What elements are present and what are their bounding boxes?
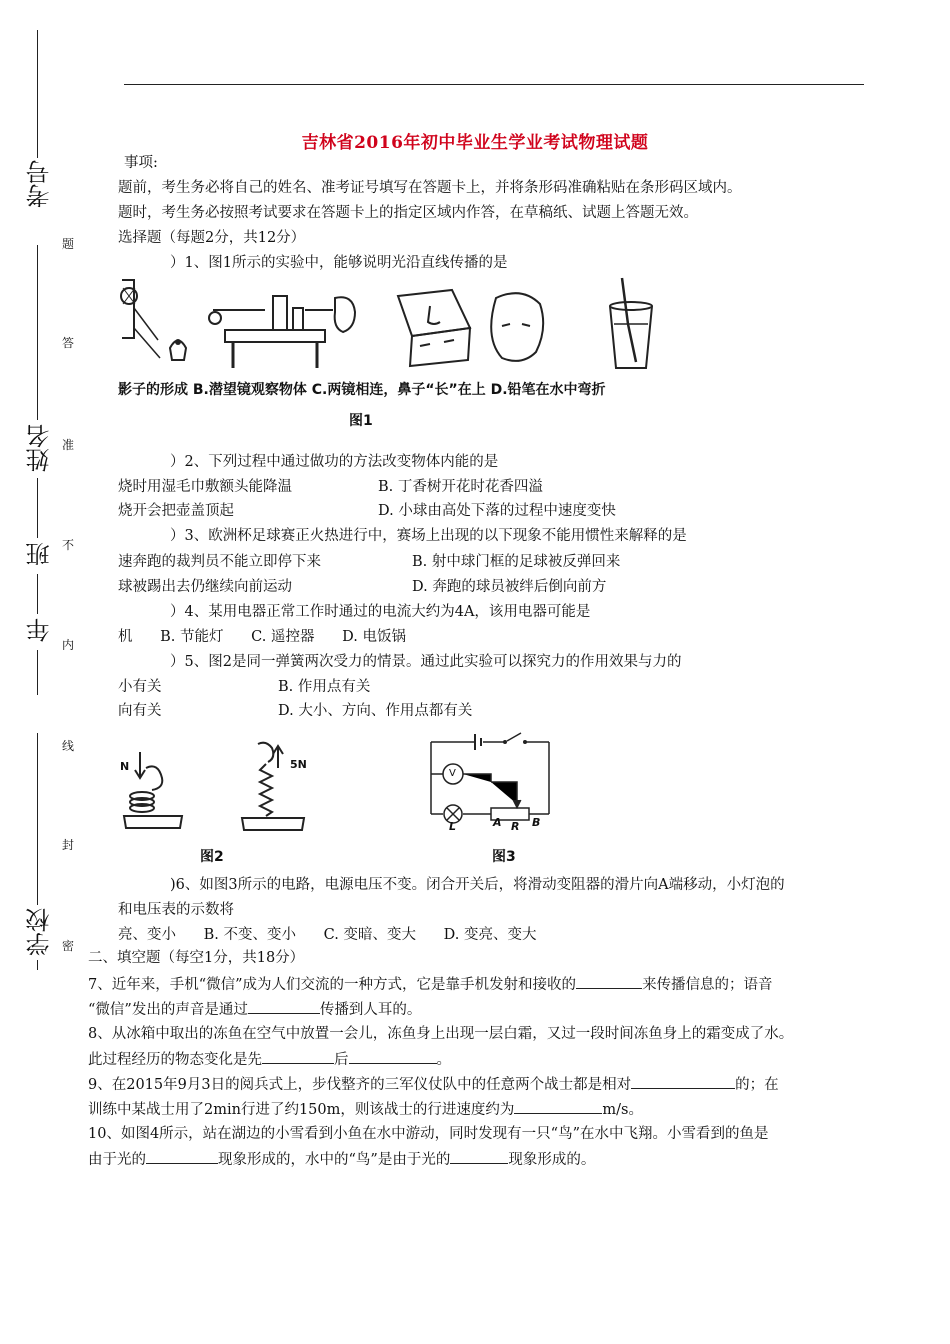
q7-text-a: 7、近年来，手机“微信”成为人们交流的一种方式，它是靠手机发射和接收的 [88,977,577,993]
figure1-periscope-illustration [205,288,365,370]
margin-line-4 [37,574,38,614]
q4-stem: ）4、某用电器正常工作时通过的电流大约为4A，该用电器可能是 [170,604,591,620]
figure2-force-label-right: 5N [290,758,307,771]
q2-option-a: 烧时用湿毛巾敷额头能降温 [118,479,292,495]
q3-option-c: 球被踢出去仍继续向前运动 [118,579,292,595]
page-title: 吉林省2016年初中毕业生学业考试物理试题 [301,133,649,153]
q7-blank-2[interactable] [248,999,320,1014]
q8-text-b: 此过程经历的物态变化是先 [88,1052,262,1068]
q3-stem: ）3、欧洲杯足球赛正火热进行中，赛场上出现的以下现象不能用惯性来解释的是 [170,528,687,544]
q6-stem: )6、如图3所示的电路，电源电压不变。闭合开关后，将滑动变阻器的滑片向A端移动，小灯泡的 [170,877,785,893]
q2-option-b: B. 丁香树开花时花香四溢 [378,479,543,495]
margin-line-3 [37,478,38,538]
figure3-lamp-label: L [449,820,457,833]
q5-option-b: B. 作用点有关 [278,679,371,695]
q9-blank-1[interactable] [631,1074,735,1089]
margin-line-bottom [37,960,38,970]
q10-line2 [88,1149,595,1170]
q9-blank-2[interactable] [514,1099,602,1114]
figure2-spring-pull-illustration [236,740,316,836]
section1-heading: 选择题（每题2分，共12分） [118,230,306,246]
q3-option-d: D. 奔跑的球员被绊后倒向前方 [412,579,607,595]
figure1-mirror-illustration [392,288,552,368]
figure3-terminal-b-label: B [532,816,541,829]
q7-text-c: “微信”发出的声音是通过 [88,1002,248,1018]
q9-text-b: 的；在 [735,1077,779,1093]
seal-char-3: 准 [62,438,75,452]
figure2-force-label-left: N [120,760,130,773]
q6-options: 亮、变小 B. 不变、变小 C. 变暗、变大 D. 变亮、变大 [118,927,537,943]
q2-option-d: D. 小球由高处下落的过程中速度变快 [378,503,616,519]
exam-number-label: 考号 [26,160,54,208]
q10-text-d: 现象形成的。 [508,1152,596,1168]
figure2-spring-press-illustration [118,742,188,834]
q1-stem: ）1、图1所示的实验中，能够说明光沿直线传播的是 [170,255,508,271]
q7-blank-1[interactable] [576,974,642,989]
class-label: 班 [26,542,54,566]
q1-captions: 影子的形成 B.潜望镜观察物体 C.两镜相连，鼻子“长”在上 D.铅笔在水中弯折 [118,382,606,398]
q7-text-d: 传播到人耳的。 [319,1002,422,1018]
q3-option-a: 速奔跑的裁判员不能立即停下来 [118,554,321,570]
seal-char-2: 答 [62,336,75,350]
figure3-caption: 图3 [492,849,516,865]
q5-option-c: 向有关 [118,703,162,719]
figure3-voltmeter-label: V [449,768,456,779]
q10-blank-1[interactable] [146,1149,218,1164]
q9-line1 [88,1074,779,1095]
q8-line2 [88,1049,451,1070]
q8-text-d: 。 [436,1052,451,1068]
seal-char-6: 线 [62,739,75,753]
school-label: 学校 [26,908,54,956]
q3-option-b: B. 射中球门框的足球被反弹回来 [412,554,621,570]
q9-text-a: 9、在2015年9月3日的阅兵式上，步伐整齐的三军仪仗队中的任意两个战士都是相对 [88,1077,632,1093]
q4-options: 机 B. 节能灯 C. 遥控器 D. 电饭锅 [118,629,406,645]
figure3-terminal-a-label: A [493,816,502,829]
q9-line2 [88,1099,643,1120]
margin-line-6 [37,733,38,905]
q5-option-d: D. 大小、方向、作用点都有关 [278,703,473,719]
q8-blank-1[interactable] [262,1049,334,1064]
margin-line-2 [37,245,38,420]
seal-char-8: 密 [62,939,75,953]
name-label: 姓名 [26,424,54,472]
q5-stem: ）5、图2是同一弹簧两次受力的情景。通过此实验可以探究力的作用效果与力的 [170,654,682,670]
q7-line1 [88,974,773,995]
figure1-caption: 图1 [349,413,373,429]
q10-blank-2[interactable] [450,1149,508,1164]
q7-line2 [88,999,421,1020]
notes-heading: 事项: [124,155,158,171]
q6-stem-continued: 和电压表的示数将 [118,902,234,918]
top-rule [124,84,864,85]
q2-stem: ）2、下列过程中通过做功的方法改变物体内能的是 [170,454,499,470]
q8-text-c: 后 [334,1052,349,1068]
q7-text-b: 来传播信息的；语音 [642,977,773,993]
q2-option-c: 烧开会把壶盖顶起 [118,503,234,519]
notes-item-1: 题前，考生务必将自己的姓名、准考证号填写在答题卡上，并将条形码准确粘贴在条形码区域内。 [118,180,742,196]
margin-line-5 [37,650,38,695]
figure1-shadow-illustration [120,278,200,370]
q5-option-a: 小有关 [118,679,162,695]
section2-heading: 二、填空题（每空1分，共18分） [88,950,305,966]
q9-text-d: m/s。 [602,1102,643,1118]
notes-item-2: 题时，考生务必按照考试要求在答题卡上的指定区域内作答，在草稿纸、试题上答题无效。 [118,205,698,221]
q10-text-c: 现象形成的，水中的“鸟”是由于光的 [218,1152,451,1168]
q8-line1: 8、从冰箱中取出的冻鱼在空气中放置一会儿，冻鱼身上出现一层白霜，又过一段时间冻鱼身上的霜变成了水。 [88,1026,794,1042]
seal-char-4: 不 [62,538,75,552]
figure1-pencil-in-water-illustration [606,276,656,372]
q9-text-c: 训练中某战士用了2min行进了约150m，则该战士的行进速度约为 [88,1102,515,1118]
q10-line1: 10、如图4所示，站在湖边的小雪看到小鱼在水中游动，同时发现有一只“鸟”在水中飞翔。小雪看到的鱼是 [88,1126,769,1142]
seal-char-5: 内 [62,638,75,652]
seal-char-1: 题 [62,237,75,251]
q10-text-b: 由于光的 [88,1152,146,1168]
figure3-resistor-label: R [511,820,520,833]
seal-char-7: 封 [62,838,75,852]
q8-blank-2[interactable] [349,1049,437,1064]
figure2-caption: 图2 [200,849,224,865]
year-label: 年 [26,618,54,642]
